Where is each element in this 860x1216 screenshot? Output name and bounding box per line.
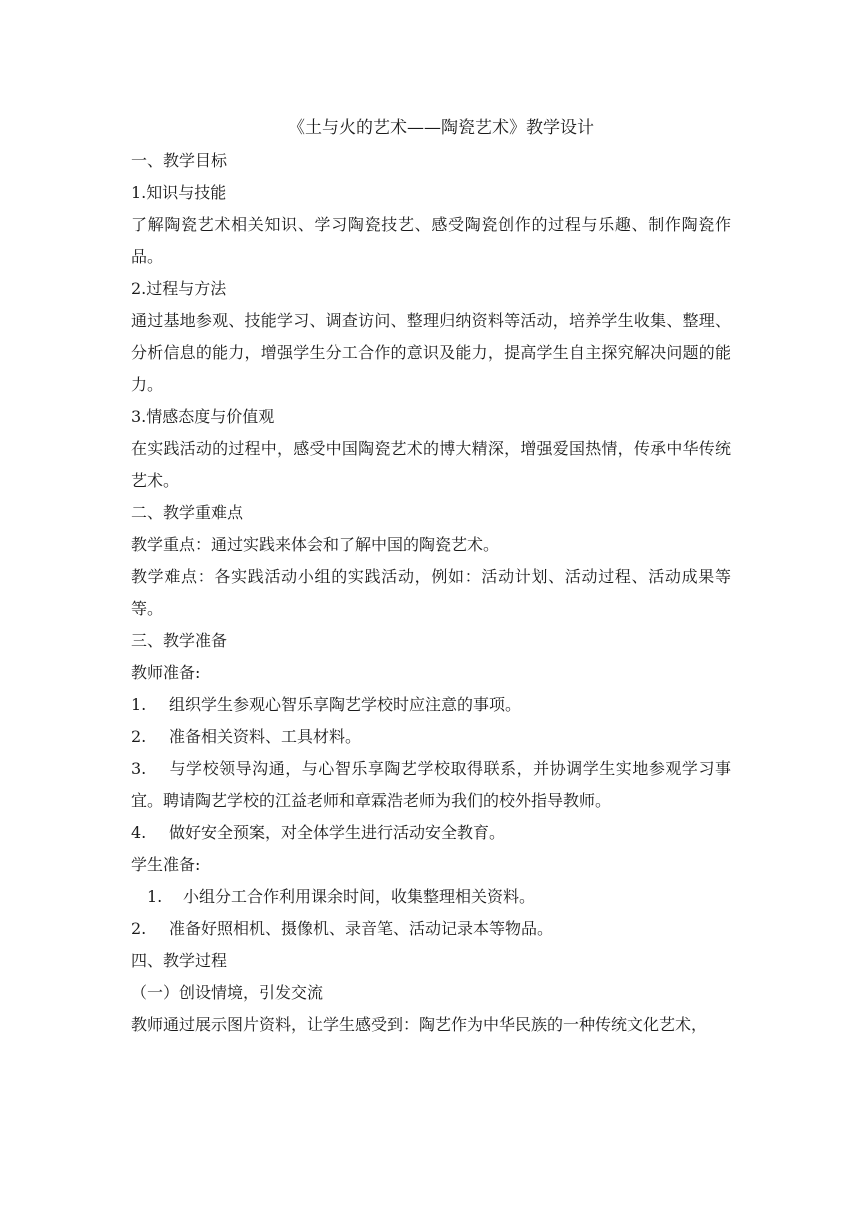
paragraph-create-situation: 教师通过展示图片资料，让学生感受到：陶艺作为中华民族的一种传统文化艺术，	[131, 1015, 708, 1034]
list-item-text: 组织学生参观心智乐享陶艺学校时应注意的事项。	[169, 695, 522, 714]
subheading-knowledge-skills: 1.知识与技能	[131, 183, 227, 202]
section-heading-objectives: 一、教学目标	[131, 151, 228, 170]
section-heading-preparation: 三、教学准备	[131, 631, 228, 650]
paragraph-key-point: 教学重点：通过实践来体会和了解中国的陶瓷艺术。	[131, 535, 500, 554]
list-item-number: 4.	[131, 823, 147, 842]
paragraph-difficult-point: 教学难点：各实践活动小组的实践活动，例如：活动计划、活动过程、活动成果等等。	[131, 567, 731, 618]
student-prep-item	[131, 881, 731, 913]
section-heading-key-difficult: 二、教学重难点	[131, 503, 244, 522]
paragraph-knowledge-skills: 了解陶瓷艺术相关知识、学习陶瓷技艺、感受陶瓷创作的过程与乐趣、制作陶瓷作品。	[131, 215, 731, 266]
document-body	[131, 113, 731, 1041]
teacher-prep-item	[131, 721, 731, 753]
subheading-emotion-values: 3.情感态度与价值观	[131, 407, 275, 426]
teacher-prep-label: 教师准备:	[131, 663, 201, 682]
list-item-text: 做好安全预案，对全体学生进行活动安全教育。	[169, 823, 506, 842]
subheading-process-methods: 2.过程与方法	[131, 279, 227, 298]
list-item-text: 与学校领导沟通，与心智乐享陶艺学校取得联系，并协调学生实地参观学习事宜。聘请陶艺学校的江益老师和章霖浩老师为我们的校外指导教师。	[131, 759, 731, 810]
paragraph-process-methods: 通过基地参观、技能学习、调查访问、整理归纳资料等活动，培养学生收集、整理、分析信息的能力，增强学生分工合作的意识及能力，提高学生自主探究解决问题的能力。	[131, 311, 731, 394]
teacher-prep-item	[131, 753, 731, 817]
document-title: 《土与火的艺术——陶瓷艺术》教学设计	[288, 118, 594, 138]
teacher-prep-item	[131, 817, 731, 849]
list-item-number: 1.	[147, 887, 163, 906]
student-prep-item	[131, 913, 731, 945]
section-heading-process: 四、教学过程	[131, 951, 228, 970]
list-item-text: 小组分工合作利用课余时间，收集整理相关资料。	[183, 887, 536, 906]
teacher-prep-item	[131, 689, 731, 721]
paragraph-emotion-values: 在实践活动的过程中，感受中国陶瓷艺术的博大精深，增强爱国热情，传承中华传统艺术。	[131, 439, 731, 490]
list-item-number: 2.	[131, 919, 147, 938]
list-item-text: 准备相关资料、工具材料。	[169, 727, 362, 746]
student-prep-label: 学生准备:	[131, 855, 201, 874]
subheading-create-situation: （一）创设情境，引发交流	[131, 983, 324, 1002]
list-item-number: 1.	[131, 695, 147, 714]
list-item-number: 2.	[131, 727, 147, 746]
list-item-number: 3.	[131, 759, 147, 778]
list-item-text: 准备好照相机、摄像机、录音笔、活动记录本等物品。	[169, 919, 554, 938]
